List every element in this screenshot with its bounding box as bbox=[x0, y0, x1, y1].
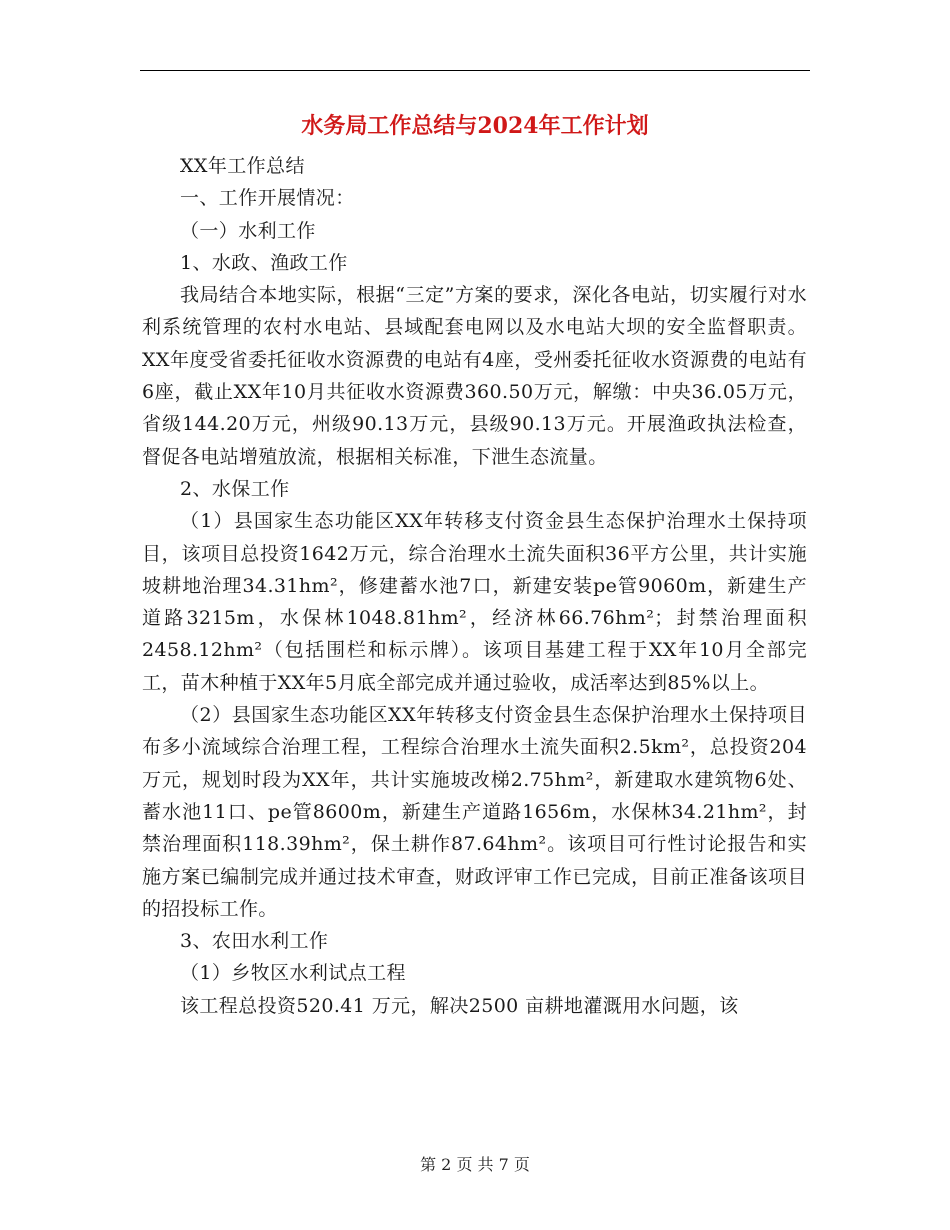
item-heading-water-fishery: 1、水政、渔政工作 bbox=[180, 251, 348, 274]
document-title: 水务局工作总结与2024年工作计划 bbox=[301, 113, 649, 139]
document-body bbox=[142, 150, 807, 1022]
paragraph-pilot-project: 该工程总投资520.41 万元，解决2500 亩耕地灌溉用水问题，该 bbox=[180, 994, 739, 1017]
page-footer: 第 2 页 共 7 页 bbox=[420, 1155, 530, 1174]
paragraph-water-fishery: 我局结合本地实际，根据“三定”方案的要求，深化各电站，切实履行对水利系统管理的农村水电站、县域配套电网以及水电站大坝的安全监督职责。XX年度受省委托征收水资源费的电站有4座，受州委托征收水资源费的电站有6座，截止XX年10月共征收水资源费360.50万元，解缴：中央36.05万元，省级144.20万元，州级90.13万元，县级90.13万元。开展渔政执法检查，督促各电站增殖放流，根据相关标准，下泄生态流量。 bbox=[142, 284, 807, 468]
item-heading-pilot-project: （1）乡牧区水利试点工程 bbox=[180, 962, 406, 985]
header-rule bbox=[140, 70, 810, 71]
section-heading-work-status: 一、工作开展情况： bbox=[180, 187, 355, 210]
subsection-heading-water-conservancy: （一）水利工作 bbox=[180, 219, 316, 242]
paragraph-soil-project-1: （1）县国家生态功能区XX年转移支付资金县生态保护治理水土保持项目，该项目总投资1642万元，综合治理水土流失面积36平方公里，共计实施坡耕地治理34.31hm²，修建蓄水池7口，新建安装pe管9060m，新建生产道路3215m，水保林1048.81hm²，经济林66.76hm²；封禁治理面积2458.12hm²（包括围栏和标示牌）。该项目基建工程于XX年10月全部完工，苗木种植于XX年5月底全部完成并通过验收，成活率达到85%以上。 bbox=[142, 510, 807, 694]
item-heading-soil-conservation: 2、水保工作 bbox=[180, 477, 290, 500]
item-heading-farmland-irrigation: 3、农田水利工作 bbox=[180, 930, 329, 953]
section-heading-summary: XX年工作总结 bbox=[180, 155, 305, 177]
paragraph-soil-project-2: （2）县国家生态功能区XX年转移支付资金县生态保护治理水土保持项目布多小流域综合治理工程，工程综合治理水土流失面积2.5km²，总投资204万元，规划时段为XX年，共计实施坡改梯2.75hm²，新建取水建筑物6处、蓄水池11口、pe管8600m，新建生产道路1656m，水保林34.21hm²，封禁治理面积118.39hm²，保土耕作87.64hm²。该项目可行性讨论报告和实施方案已编制完成并通过技术审查，财政评审工作已完成，目前正准备该项目的招投标工作。 bbox=[142, 704, 807, 920]
